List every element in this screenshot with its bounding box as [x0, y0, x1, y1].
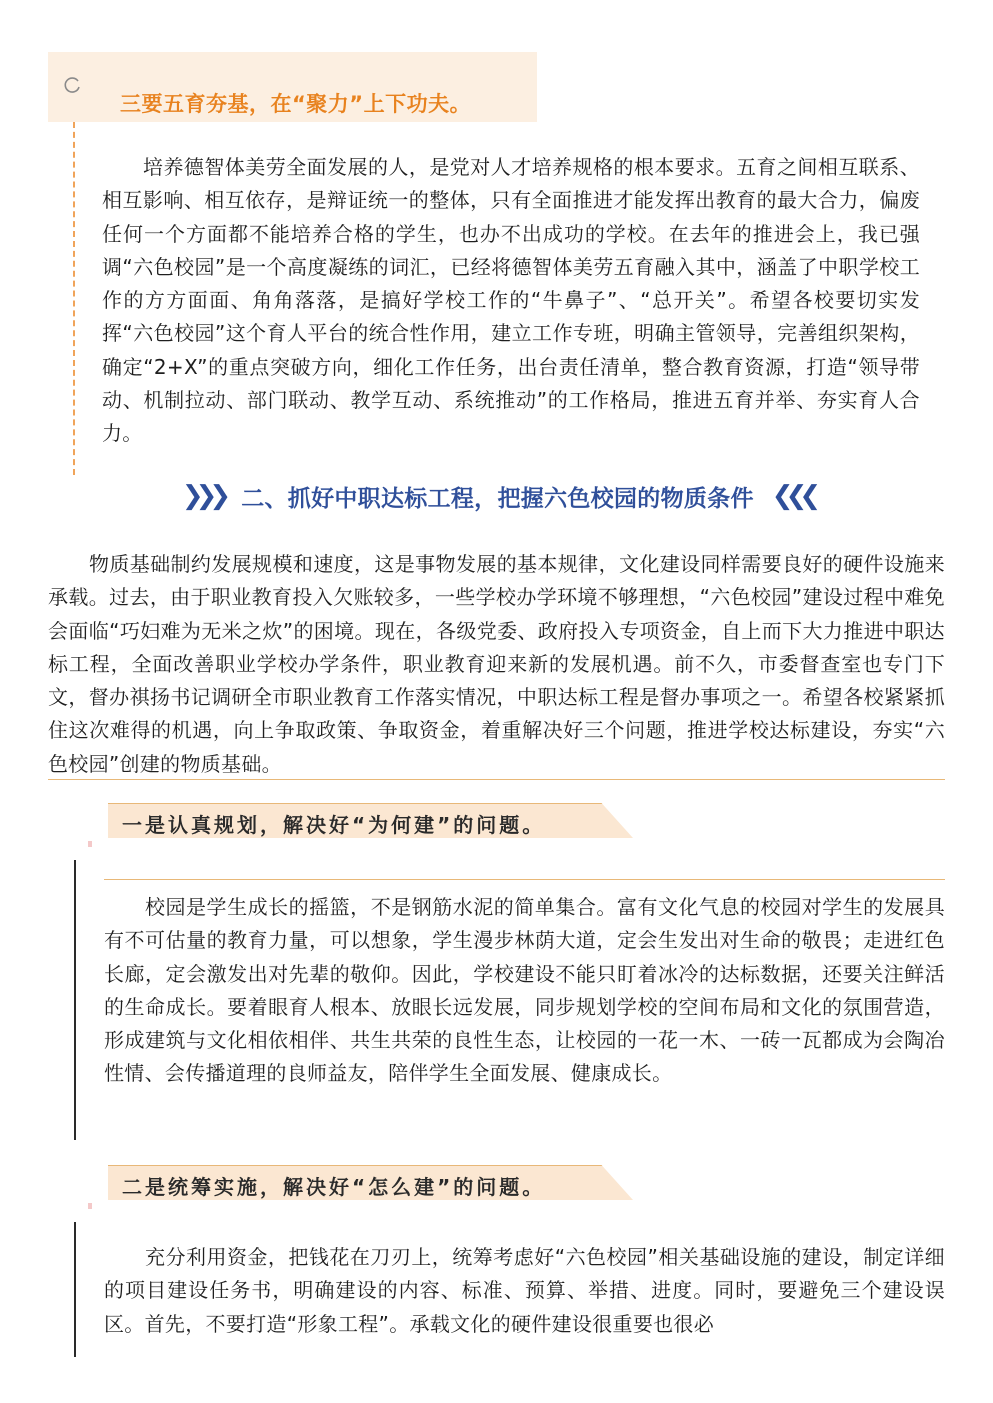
paragraph-material-foundation: 物质基础制约发展规模和速度，这是事物发展的基本规律，文化建设同样需要良好的硬件设施来承载。过去，由于职业教育投入欠账较多，一些学校办学环境不够理想，“六色校园”建设过程中难免会面临“巧妇难为无米之炊”的困境。现在，各级党委、政府投入专项资金，自上而下大力推进中职达标工程，全面改善职业学校办学条件，职业教育迎来新的发展机遇。前不久，市委督查室也专门下文，督办祺扬书记调研全市职业教育工作落实情况，中职达标工程是督办事项之一。希望各校紧紧抓住这次难得的机遇，向上争取政策、争取资金，着重解决好三个问题，推进学校达标建设，夯实“六色校园”创建的物质基础。	[48, 552, 945, 776]
paragraph-planning: 校园是学生成长的摇篮，不是钢筋水泥的简单集合。富有文化气息的校园对学生的发展具有不可估量的教育力量，可以想象，学生漫步林荫大道，定会生发出对生命的敬畏；走进红色长廊，定会激发出对先辈的敬仰。因此，学校建设不能只盯着冰冷的达标数据，还要关注鲜活的生命成长。要着眼育人根本、放眼长远发展，同步规划学校的空间布局和文化的氛围营造，形成建筑与文化相依相伴、共生共荣的良性生态，让校园的一花一木、一砖一瓦都成为会陶冶性情、会传播道理的良师益友，陪伴学生全面发展、健康成长。	[104, 895, 945, 1086]
subheading-accent-2	[88, 1203, 92, 1209]
paragraph-implementation: 充分利用资金，把钱花在刀刃上，统筹考虑好“六色校园”相关基础设施的建设，制定详细的项目建设任务书，明确建设的内容、标准、预算、举措、进度。同时，要避免三个建设误区。首先，不要打造“形象工程”。承载文化的硬件建设很重要也很必	[104, 1245, 945, 1336]
quote-bar-1	[74, 860, 76, 1140]
subheading-2: 二是统筹实施，解决好“怎么建”的问题。	[122, 1175, 546, 1199]
subheading-accent-1	[88, 841, 92, 847]
inner-divider-1	[104, 879, 945, 880]
chapter-heading-row	[140, 476, 855, 516]
dashed-divider	[73, 122, 75, 475]
divider-line	[48, 779, 945, 780]
quote-bar-2	[74, 1222, 76, 1357]
chapter-heading: 二、抓好中职达标工程，把握六色校园的物质条件	[241, 485, 754, 512]
subheading-1: 一是认真规划，解决好“为何建”的问题。	[122, 813, 546, 837]
section-heading: 三要五育夯基，在“聚力”上下功夫。	[120, 92, 472, 116]
loading-circle-icon	[63, 76, 81, 94]
double-chevron-left-icon: ❮❮❮	[771, 481, 814, 511]
double-chevron-right-icon: ❯❯❯	[181, 481, 224, 511]
paragraph-five-education: 培养德智体美劳全面发展的人，是党对人才培养规格的根本要求。五育之间相互联系、相互影响、相互依存，是辩证统一的整体，只有全面推进才能发挥出教育的最大合力，偏废任何一个方面都不能培养合格的学生，也办不出成功的学校。在去年的推进会上，我已强调“六色校园”是一个高度凝练的词汇，已经将德智体美劳五育融入其中，涵盖了中职学校工作的方方面面、角角落落，是搞好学校工作的“牛鼻子”、“总开关”。希望各校要切实发挥“六色校园”这个育人平台的统合性作用，建立工作专班，明确主管领导，完善组织架构，确定“2+X”的重点突破方向，细化工作任务，出台责任清单，整合教育资源，打造“领导带动、机制拉动、部门联动、教学互动、系统推动”的工作格局，推进五育并举、夯实育人合力。	[102, 155, 920, 446]
